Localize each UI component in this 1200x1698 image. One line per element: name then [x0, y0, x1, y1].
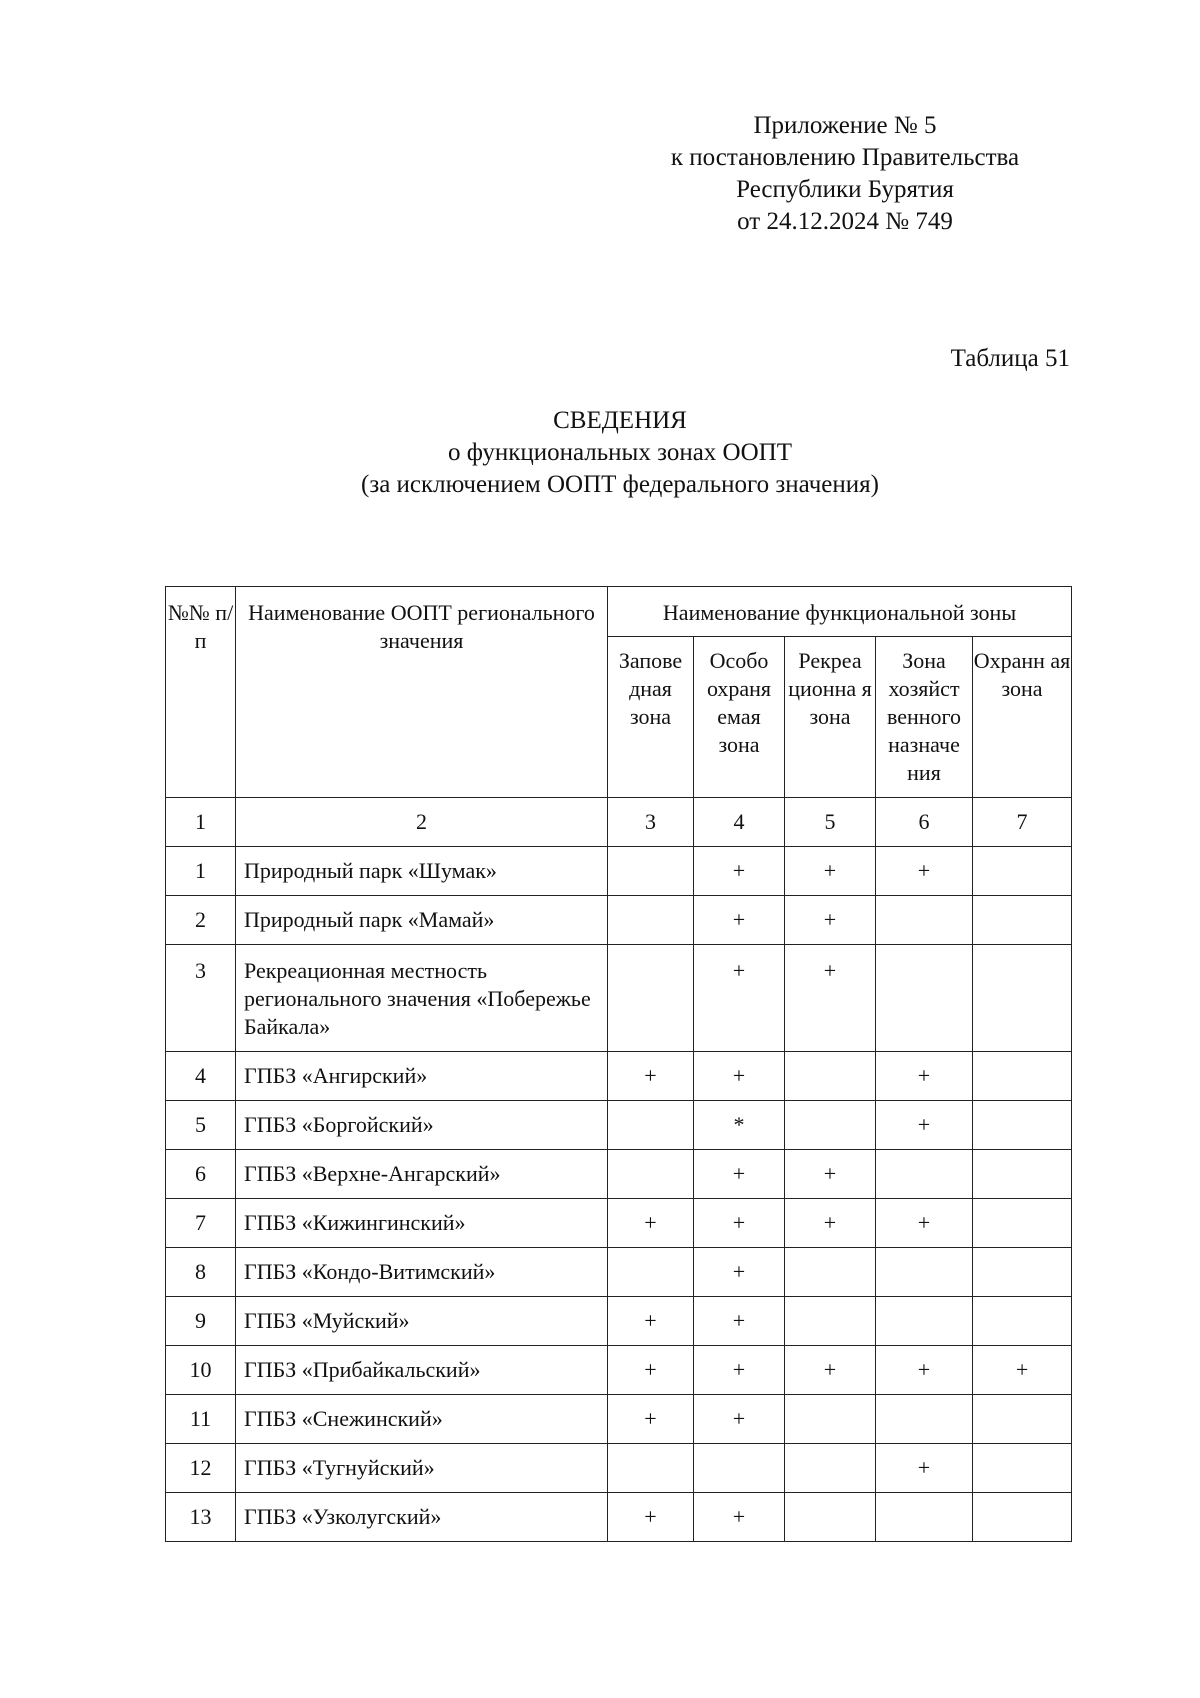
zone-mark	[973, 1395, 1072, 1444]
zone-mark	[608, 1150, 694, 1199]
header-zone: Особо охраня емая зона	[694, 637, 785, 798]
zone-mark	[876, 1395, 973, 1444]
column-number: 1	[166, 798, 236, 847]
column-number: 6	[876, 798, 973, 847]
zone-mark	[876, 1297, 973, 1346]
zone-mark	[973, 847, 1072, 896]
table-row	[166, 1297, 1072, 1346]
column-number: 2	[236, 798, 608, 847]
zone-mark: +	[608, 1346, 694, 1395]
row-number: 10	[166, 1346, 236, 1395]
table-row	[166, 1101, 1072, 1150]
table-row	[166, 847, 1072, 896]
zone-mark	[694, 1444, 785, 1493]
zone-mark	[608, 1444, 694, 1493]
zone-mark: +	[608, 1297, 694, 1346]
zone-mark: +	[694, 1297, 785, 1346]
zone-mark	[608, 1248, 694, 1297]
zone-mark: +	[876, 1101, 973, 1150]
table-row	[166, 1248, 1072, 1297]
zone-mark	[785, 1101, 876, 1150]
table-label: Таблица 51	[950, 345, 1070, 372]
row-name: ГПБЗ «Ангирский»	[236, 1052, 608, 1101]
row-name: Рекреационная местность регионального значения «Побережье Байкала»	[236, 945, 608, 1052]
header-zone: Охранн ая зона	[973, 637, 1072, 798]
zone-mark: +	[608, 1199, 694, 1248]
row-number: 8	[166, 1248, 236, 1297]
table-row	[166, 945, 1072, 1052]
header-zone: Запове дная зона	[608, 637, 694, 798]
row-name: ГПБЗ «Узколугский»	[236, 1493, 608, 1542]
row-number: 5	[166, 1101, 236, 1150]
zone-mark	[973, 1493, 1072, 1542]
zone-mark	[785, 1248, 876, 1297]
zone-mark	[973, 1101, 1072, 1150]
zone-mark	[608, 847, 694, 896]
row-number: 3	[166, 945, 236, 1052]
zone-mark	[785, 1493, 876, 1542]
zone-mark: +	[785, 1346, 876, 1395]
column-number: 3	[608, 798, 694, 847]
zone-mark	[608, 945, 694, 1052]
zone-mark: +	[694, 1346, 785, 1395]
zone-mark	[973, 1248, 1072, 1297]
row-name: Природный парк «Мамай»	[236, 896, 608, 945]
zone-mark: +	[876, 1346, 973, 1395]
zone-mark	[973, 1444, 1072, 1493]
zone-mark	[973, 1199, 1072, 1248]
header-row	[166, 587, 1072, 637]
zone-mark: +	[694, 1150, 785, 1199]
table-row	[166, 1346, 1072, 1395]
column-number: 4	[694, 798, 785, 847]
row-number: 7	[166, 1199, 236, 1248]
zone-mark: *	[694, 1101, 785, 1150]
row-number: 2	[166, 896, 236, 945]
zone-mark	[785, 1395, 876, 1444]
header-zones-group: Наименование функциональной зоны	[608, 587, 1072, 637]
table-row	[166, 1395, 1072, 1444]
row-number: 13	[166, 1493, 236, 1542]
row-name: ГПБЗ «Муйский»	[236, 1297, 608, 1346]
zone-mark	[876, 1248, 973, 1297]
row-number: 6	[166, 1150, 236, 1199]
row-name: ГПБЗ «Верхне-Ангарский»	[236, 1150, 608, 1199]
zone-mark: +	[694, 945, 785, 1052]
zone-mark: +	[694, 1199, 785, 1248]
zone-mark	[785, 1444, 876, 1493]
zone-mark: +	[694, 1052, 785, 1101]
column-number: 7	[973, 798, 1072, 847]
table-row	[166, 896, 1072, 945]
table-body	[166, 847, 1072, 1542]
title-line: о функциональных зонах ООПТ	[448, 439, 792, 466]
zone-mark	[608, 896, 694, 945]
zone-mark: +	[785, 1199, 876, 1248]
header-name: Наименование ООПТ регионального значения	[236, 587, 608, 798]
row-number: 4	[166, 1052, 236, 1101]
row-number: 11	[166, 1395, 236, 1444]
zones-table	[165, 586, 1072, 1542]
column-number: 5	[785, 798, 876, 847]
zone-mark	[973, 1297, 1072, 1346]
appendix-line: к постановлению Правительства	[670, 144, 1020, 171]
row-name: ГПБЗ «Кижингинский»	[236, 1199, 608, 1248]
row-number: 12	[166, 1444, 236, 1493]
zone-mark: +	[876, 1444, 973, 1493]
table-row	[166, 1493, 1072, 1542]
table-row	[166, 1052, 1072, 1101]
zone-mark	[973, 1052, 1072, 1101]
zone-mark	[785, 1297, 876, 1346]
row-number: 9	[166, 1297, 236, 1346]
zone-mark	[973, 896, 1072, 945]
zone-mark: +	[608, 1395, 694, 1444]
zone-mark: +	[876, 847, 973, 896]
title-line: (за исключением ООПТ федерального значения)	[361, 471, 879, 498]
zone-mark	[876, 1493, 973, 1542]
document-title	[160, 405, 1080, 501]
row-number: 1	[166, 847, 236, 896]
row-name: ГПБЗ «Тугнуйский»	[236, 1444, 608, 1493]
zone-mark	[973, 1150, 1072, 1199]
zone-mark	[608, 1101, 694, 1150]
zone-mark: +	[785, 1150, 876, 1199]
zone-mark	[973, 945, 1072, 1052]
header-num: №№ п/п	[166, 587, 236, 798]
zone-mark: +	[785, 847, 876, 896]
zone-mark: +	[608, 1052, 694, 1101]
zone-mark	[876, 896, 973, 945]
zone-mark: +	[694, 896, 785, 945]
table-row	[166, 1199, 1072, 1248]
appendix-line: Республики Бурятия	[736, 176, 954, 203]
row-name: Природный парк «Шумак»	[236, 847, 608, 896]
table-row	[166, 1150, 1072, 1199]
zone-mark: +	[608, 1493, 694, 1542]
zone-mark: +	[785, 896, 876, 945]
zone-mark: +	[876, 1199, 973, 1248]
zone-mark: +	[694, 1493, 785, 1542]
zone-mark: +	[694, 1395, 785, 1444]
zone-mark	[876, 1150, 973, 1199]
column-number-row	[166, 798, 1072, 847]
zone-mark: +	[694, 847, 785, 896]
zone-mark	[785, 1052, 876, 1101]
row-name: ГПБЗ «Прибайкальский»	[236, 1346, 608, 1395]
row-name: ГПБЗ «Боргойский»	[236, 1101, 608, 1150]
zone-mark: +	[876, 1052, 973, 1101]
header-zone: Рекреа ционна я зона	[785, 637, 876, 798]
zone-mark: +	[694, 1248, 785, 1297]
appendix-line: от 24.12.2024 № 749	[737, 208, 953, 235]
table-row	[166, 1444, 1072, 1493]
appendix-block	[620, 110, 1070, 238]
header-zone: Зона хозяйст венного назначе ния	[876, 637, 973, 798]
title-line: СВЕДЕНИЯ	[553, 407, 687, 434]
row-name: ГПБЗ «Снежинский»	[236, 1395, 608, 1444]
zone-mark	[876, 945, 973, 1052]
appendix-line: Приложение № 5	[753, 112, 937, 139]
zone-mark: +	[785, 945, 876, 1052]
zone-mark: +	[973, 1346, 1072, 1395]
row-name: ГПБЗ «Кондо-Витимский»	[236, 1248, 608, 1297]
